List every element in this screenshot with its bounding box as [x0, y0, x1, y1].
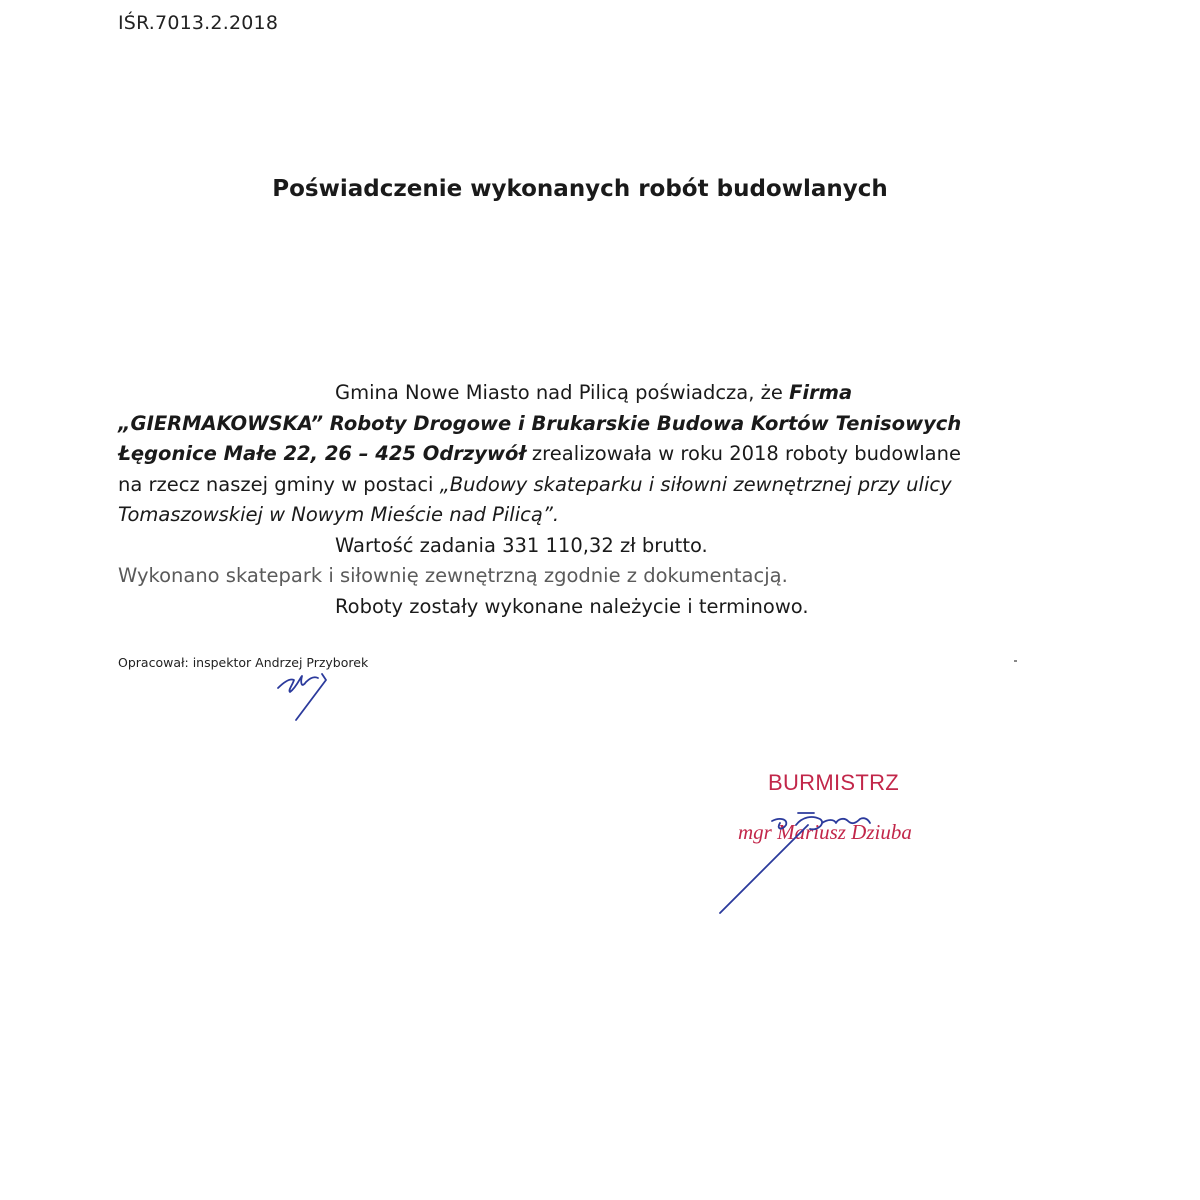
stamp-name: mgr Mariusz Dziuba	[738, 820, 912, 844]
quality-line: Roboty zostały wykonane należycie i terminowo.	[335, 594, 809, 618]
prepared-by: Opracował: inspektor Andrzej Przyborek	[118, 655, 369, 670]
project-name-part2: Tomaszowskiej w Nowym Mieście nad Pilicą”.	[118, 503, 560, 526]
mayor-signature-icon	[710, 795, 910, 925]
intro-text: Gmina Nowe Miasto nad Pilicą poświadcza, że	[335, 381, 790, 404]
body-line-4	[118, 470, 1053, 501]
body-line-1	[118, 378, 1053, 409]
certificate-body	[118, 378, 1053, 622]
project-name-part1: „Budowy skateparku i siłowni zewnętrznej przy ulicy	[439, 472, 952, 496]
scan-speck	[1014, 660, 1017, 662]
document-title: Poświadczenie wykonanych robót budowlanych	[272, 176, 888, 202]
body-line-5	[118, 500, 1053, 531]
line4-start: na rzecz naszej gminy w postaci	[118, 472, 440, 496]
inspector-signature-icon	[270, 660, 340, 730]
body-line-2	[118, 409, 1053, 440]
firm-name: „GIERMAKOWSKA” Roboty Drogowe i Brukarskie Budowa Kortów Tenisowych	[118, 411, 962, 435]
firm-address: Łęgonice Małe 22, 26 – 425 Odrzywół	[118, 442, 526, 465]
body-line-3	[118, 439, 1053, 470]
value-line: Wartość zadania 331 110,32 zł brutto.	[335, 533, 708, 557]
reference-number: IŚR.7013.2.2018	[118, 12, 279, 34]
stamp-title: BURMISTRZ	[768, 770, 900, 795]
firm-word: Firma	[789, 381, 853, 404]
after-address-text: zrealizowała w roku 2018 roboty budowlane	[525, 442, 961, 465]
scope-line: Wykonano skatepark i siłownię zewnętrzną zgodnie z dokumentacją.	[118, 564, 788, 587]
